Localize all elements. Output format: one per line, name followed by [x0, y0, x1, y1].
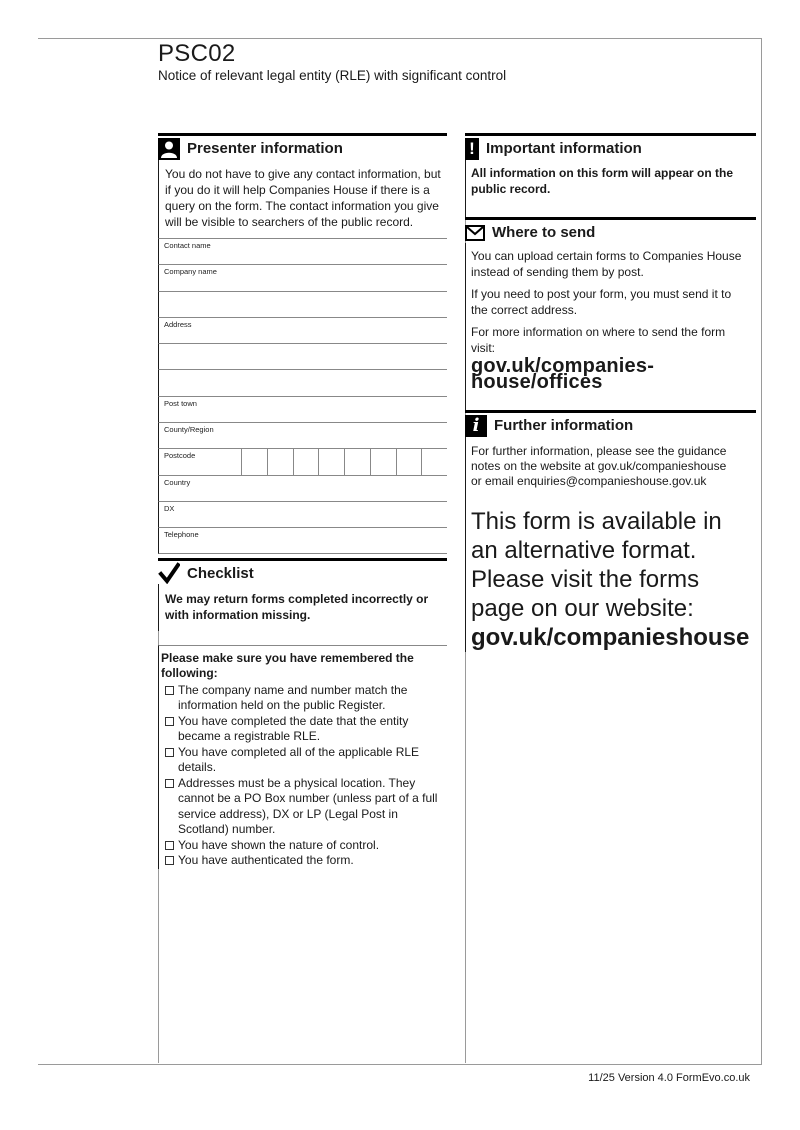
checkbox[interactable]: [165, 841, 174, 850]
form-title: Notice of relevant legal entity (RLE) with significant control: [158, 68, 507, 83]
further-heading: [465, 410, 756, 436]
where-to-send-heading: [465, 217, 756, 243]
company-name-field-2[interactable]: [158, 291, 447, 317]
dx-field[interactable]: [158, 501, 447, 527]
checklist-item: [161, 776, 447, 838]
alt-format-notice: [465, 507, 756, 652]
important-text: All information on this form will appear on the public record.: [465, 159, 756, 217]
contact-name-field[interactable]: [158, 238, 447, 264]
checklist-item-text: Addresses must be a physical location. They cannot be a PO Box number (unless part of a full service address), DX or LP (Legal Post in Scotland) number.: [178, 775, 438, 837]
where-to-send-body: [465, 243, 756, 410]
further-line3: or email enquiries@companieshouse.gov.uk: [471, 474, 707, 488]
address-field[interactable]: [158, 317, 447, 343]
telephone-field[interactable]: [158, 527, 447, 553]
presenter-title: Presenter information: [187, 140, 343, 157]
checkbox[interactable]: [165, 779, 174, 788]
postcode-cell[interactable]: [344, 449, 370, 474]
postcode-label: Postcode: [164, 451, 196, 461]
form-code: PSC02: [158, 40, 236, 67]
company-name-field[interactable]: [158, 264, 447, 290]
postcode-cell[interactable]: [370, 449, 396, 474]
left-column: [158, 133, 447, 869]
postcode-cells: [241, 449, 447, 474]
checklist-item-text: You have shown the nature of control.: [178, 837, 380, 852]
postcode-cell[interactable]: [293, 449, 319, 474]
checklist-items: [161, 683, 447, 869]
checkbox[interactable]: [165, 717, 174, 726]
checklist-item: [161, 683, 447, 714]
checklist-item-text: The company name and number match the information held on the public Register.: [178, 682, 408, 713]
dx-label: DX: [164, 503, 175, 513]
where-to-send-p3: For more information on where to send the form visit:: [471, 325, 726, 355]
country-field[interactable]: [158, 475, 447, 501]
checklist-title: Checklist: [187, 564, 254, 582]
further-line2: notes on the website at gov.uk/companieshouse: [471, 459, 727, 473]
postcode-cell[interactable]: [318, 449, 344, 474]
right-column: [465, 133, 756, 652]
address-field-3[interactable]: [158, 369, 447, 395]
telephone-label: Telephone: [164, 530, 199, 540]
checklist-item-text: You have authenticated the form.: [178, 853, 354, 868]
envelope-icon: [465, 225, 485, 241]
checklist-item: [161, 745, 447, 776]
postcode-cell[interactable]: [396, 449, 422, 474]
post-town-label: Post town: [164, 398, 197, 408]
checklist-item-text: You have completed the date that the entity became a registrable RLE.: [178, 713, 409, 744]
checklist-item: [161, 714, 447, 745]
checklist-item: [161, 838, 447, 854]
exclamation-icon: !: [465, 138, 479, 160]
companieshouse-link[interactable]: gov.uk/companieshouse: [471, 624, 750, 651]
footer-version: 11/25 Version 4.0 FormEvo.co.uk: [588, 1072, 750, 1084]
checklist-item: [161, 853, 447, 869]
info-icon: i: [465, 415, 487, 437]
checklist-reminder-heading: Please make sure you have remembered the following:: [161, 650, 414, 680]
important-heading: [465, 133, 756, 159]
postcode-field[interactable]: [158, 448, 447, 474]
checklist-box: [158, 645, 447, 869]
checklist-heading: [158, 558, 447, 584]
alt-format-text: This form is available in an alternative format. Please visit the forms page on our website:: [471, 508, 722, 622]
presenter-heading: [158, 133, 447, 159]
contact-name-label: Contact name: [164, 241, 211, 250]
county-region-label: County/Region: [164, 425, 214, 435]
company-name-label: Company name: [164, 267, 217, 277]
checkbox[interactable]: [165, 748, 174, 757]
further-body: [465, 436, 756, 507]
where-to-send-p2: If you need to post your form, you must send it to the correct address.: [471, 287, 732, 317]
postcode-cell[interactable]: [267, 449, 293, 474]
where-to-send-p1: You can upload certain forms to Companies House instead of sending them by post.: [471, 249, 742, 279]
offices-link[interactable]: gov.uk/companies-house/offices: [471, 355, 655, 393]
country-label: Country: [164, 477, 191, 487]
post-town-field[interactable]: [158, 396, 447, 422]
person-icon: [158, 138, 180, 160]
important-title: Important information: [486, 140, 642, 157]
where-to-send-title: Where to send: [492, 224, 596, 241]
county-region-field[interactable]: [158, 422, 447, 448]
address-field-2[interactable]: [158, 343, 447, 369]
checklist-warning: We may return forms completed incorrectly or with information missing.: [158, 584, 447, 631]
further-title: Further information: [494, 417, 634, 434]
checklist-item-text: You have completed all of the applicable RLE details.: [178, 744, 420, 775]
further-line1: For further information, please see the guidance: [471, 444, 727, 458]
checkbox[interactable]: [165, 686, 174, 695]
checkmark-icon: [158, 562, 180, 584]
checkbox[interactable]: [165, 856, 174, 865]
presenter-intro: You do not have to give any contact information, but if you do it will help Companies House if there is a query on the form. The contact information you give will be visible to searchers of the public record.: [158, 159, 447, 238]
top-rule: [38, 38, 762, 39]
postcode-cell[interactable]: [241, 449, 267, 474]
bottom-rule: [38, 1064, 762, 1065]
address-label: Address: [164, 319, 192, 329]
right-rule: [761, 38, 762, 1065]
postcode-cell[interactable]: [421, 449, 447, 474]
